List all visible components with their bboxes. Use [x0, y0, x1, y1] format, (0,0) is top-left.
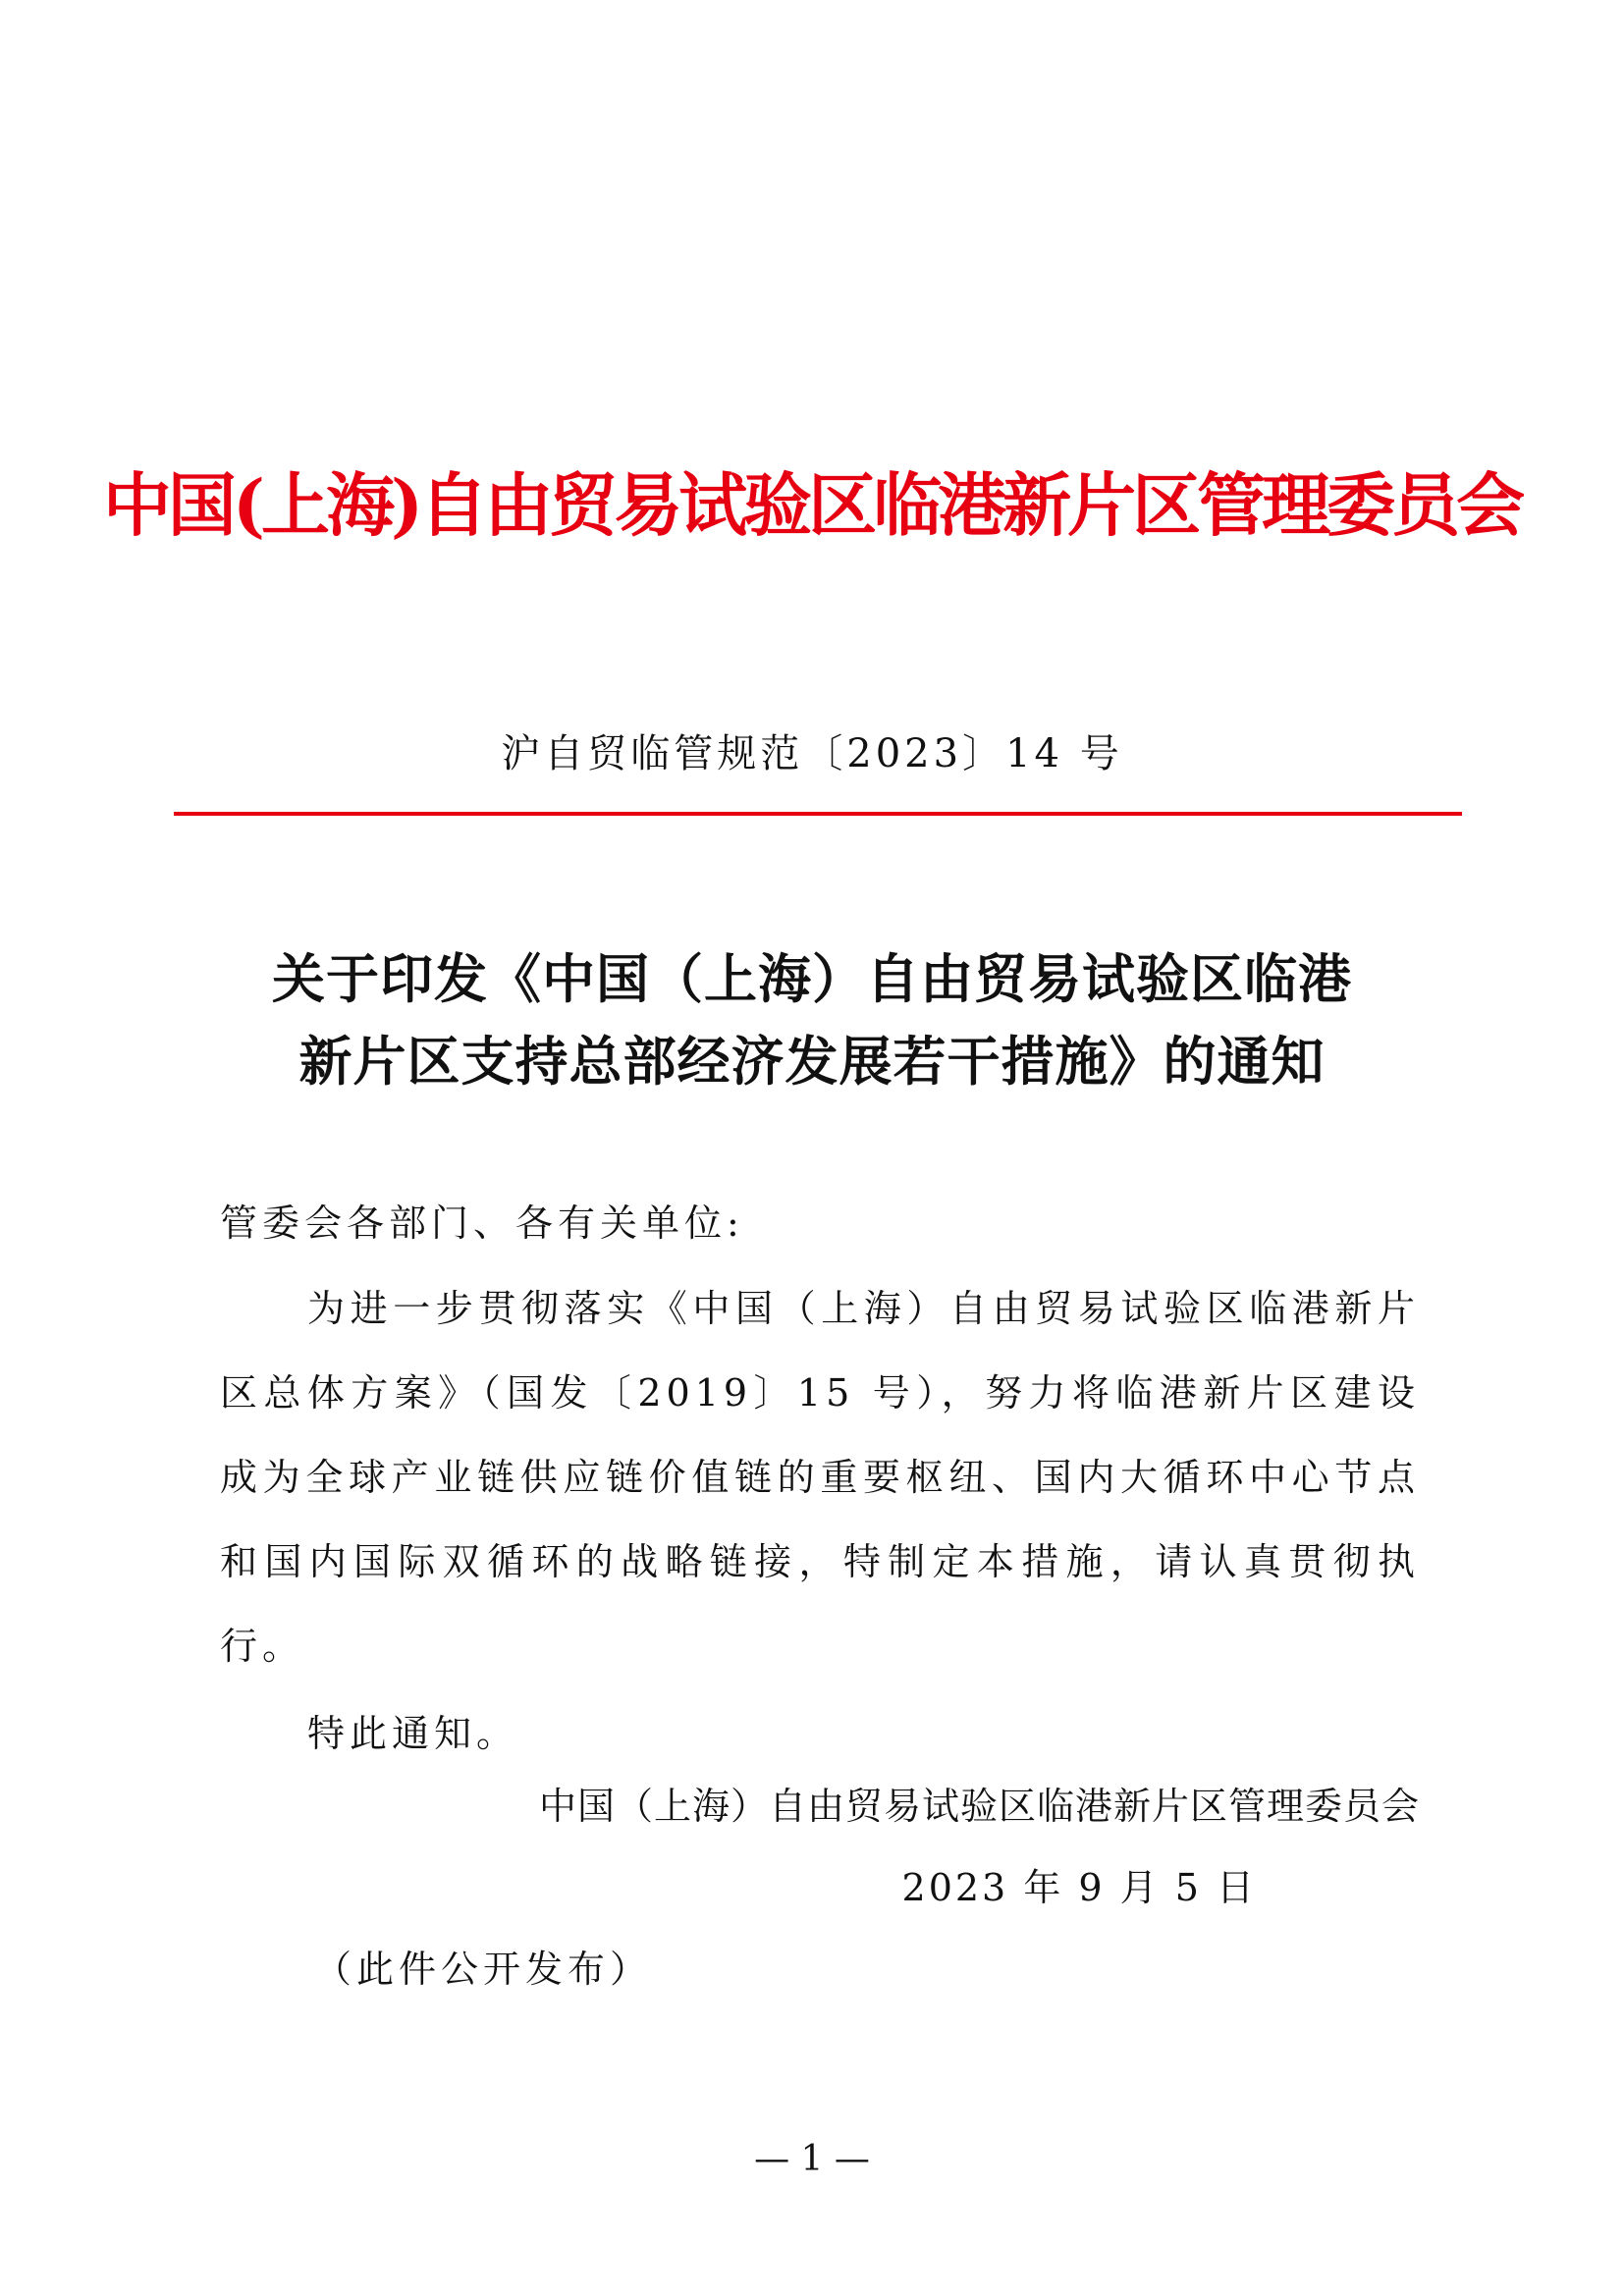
body-paragraph: 为进一步贯彻落实《中国（上海）自由贸易试验区临港新片区总体方案》（国发〔2019〕15 号），努力将临港新片区建设成为全球产业链供应链价值链的重要枢纽、国内大循环中心节点和国内国际双循环的战略链接，特制定本措施，请认真贯彻执行。 — [220, 1287, 1420, 1668]
page-number: — 1 — — [754, 2139, 870, 2179]
document-title-line-1: 关于印发《中国（上海）自由贸易试验区临港 — [272, 947, 1352, 1010]
signature-date: 2023 年 9 月 5 日 — [901, 1866, 1257, 1909]
publication-note: （此件公开发布） — [314, 1948, 653, 1991]
red-divider-line — [174, 812, 1462, 816]
document-title-line-2: 新片区支持总部经济发展若干措施》的通知 — [298, 1030, 1326, 1093]
signature-organization: 中国（上海）自由贸易试验区临港新片区管理委员会 — [538, 1785, 1420, 1828]
closing-phrase: 特此通知。 — [307, 1712, 519, 1755]
document-title — [0, 937, 1624, 1102]
document-number: 沪自贸临管规范〔2023〕14 号 — [501, 731, 1123, 776]
salutation: 管委会各部门、各有关单位: — [220, 1201, 744, 1245]
issuing-authority-header: 中国(上海)自由贸易试验区临港新片区管理委员会 — [102, 464, 1522, 546]
